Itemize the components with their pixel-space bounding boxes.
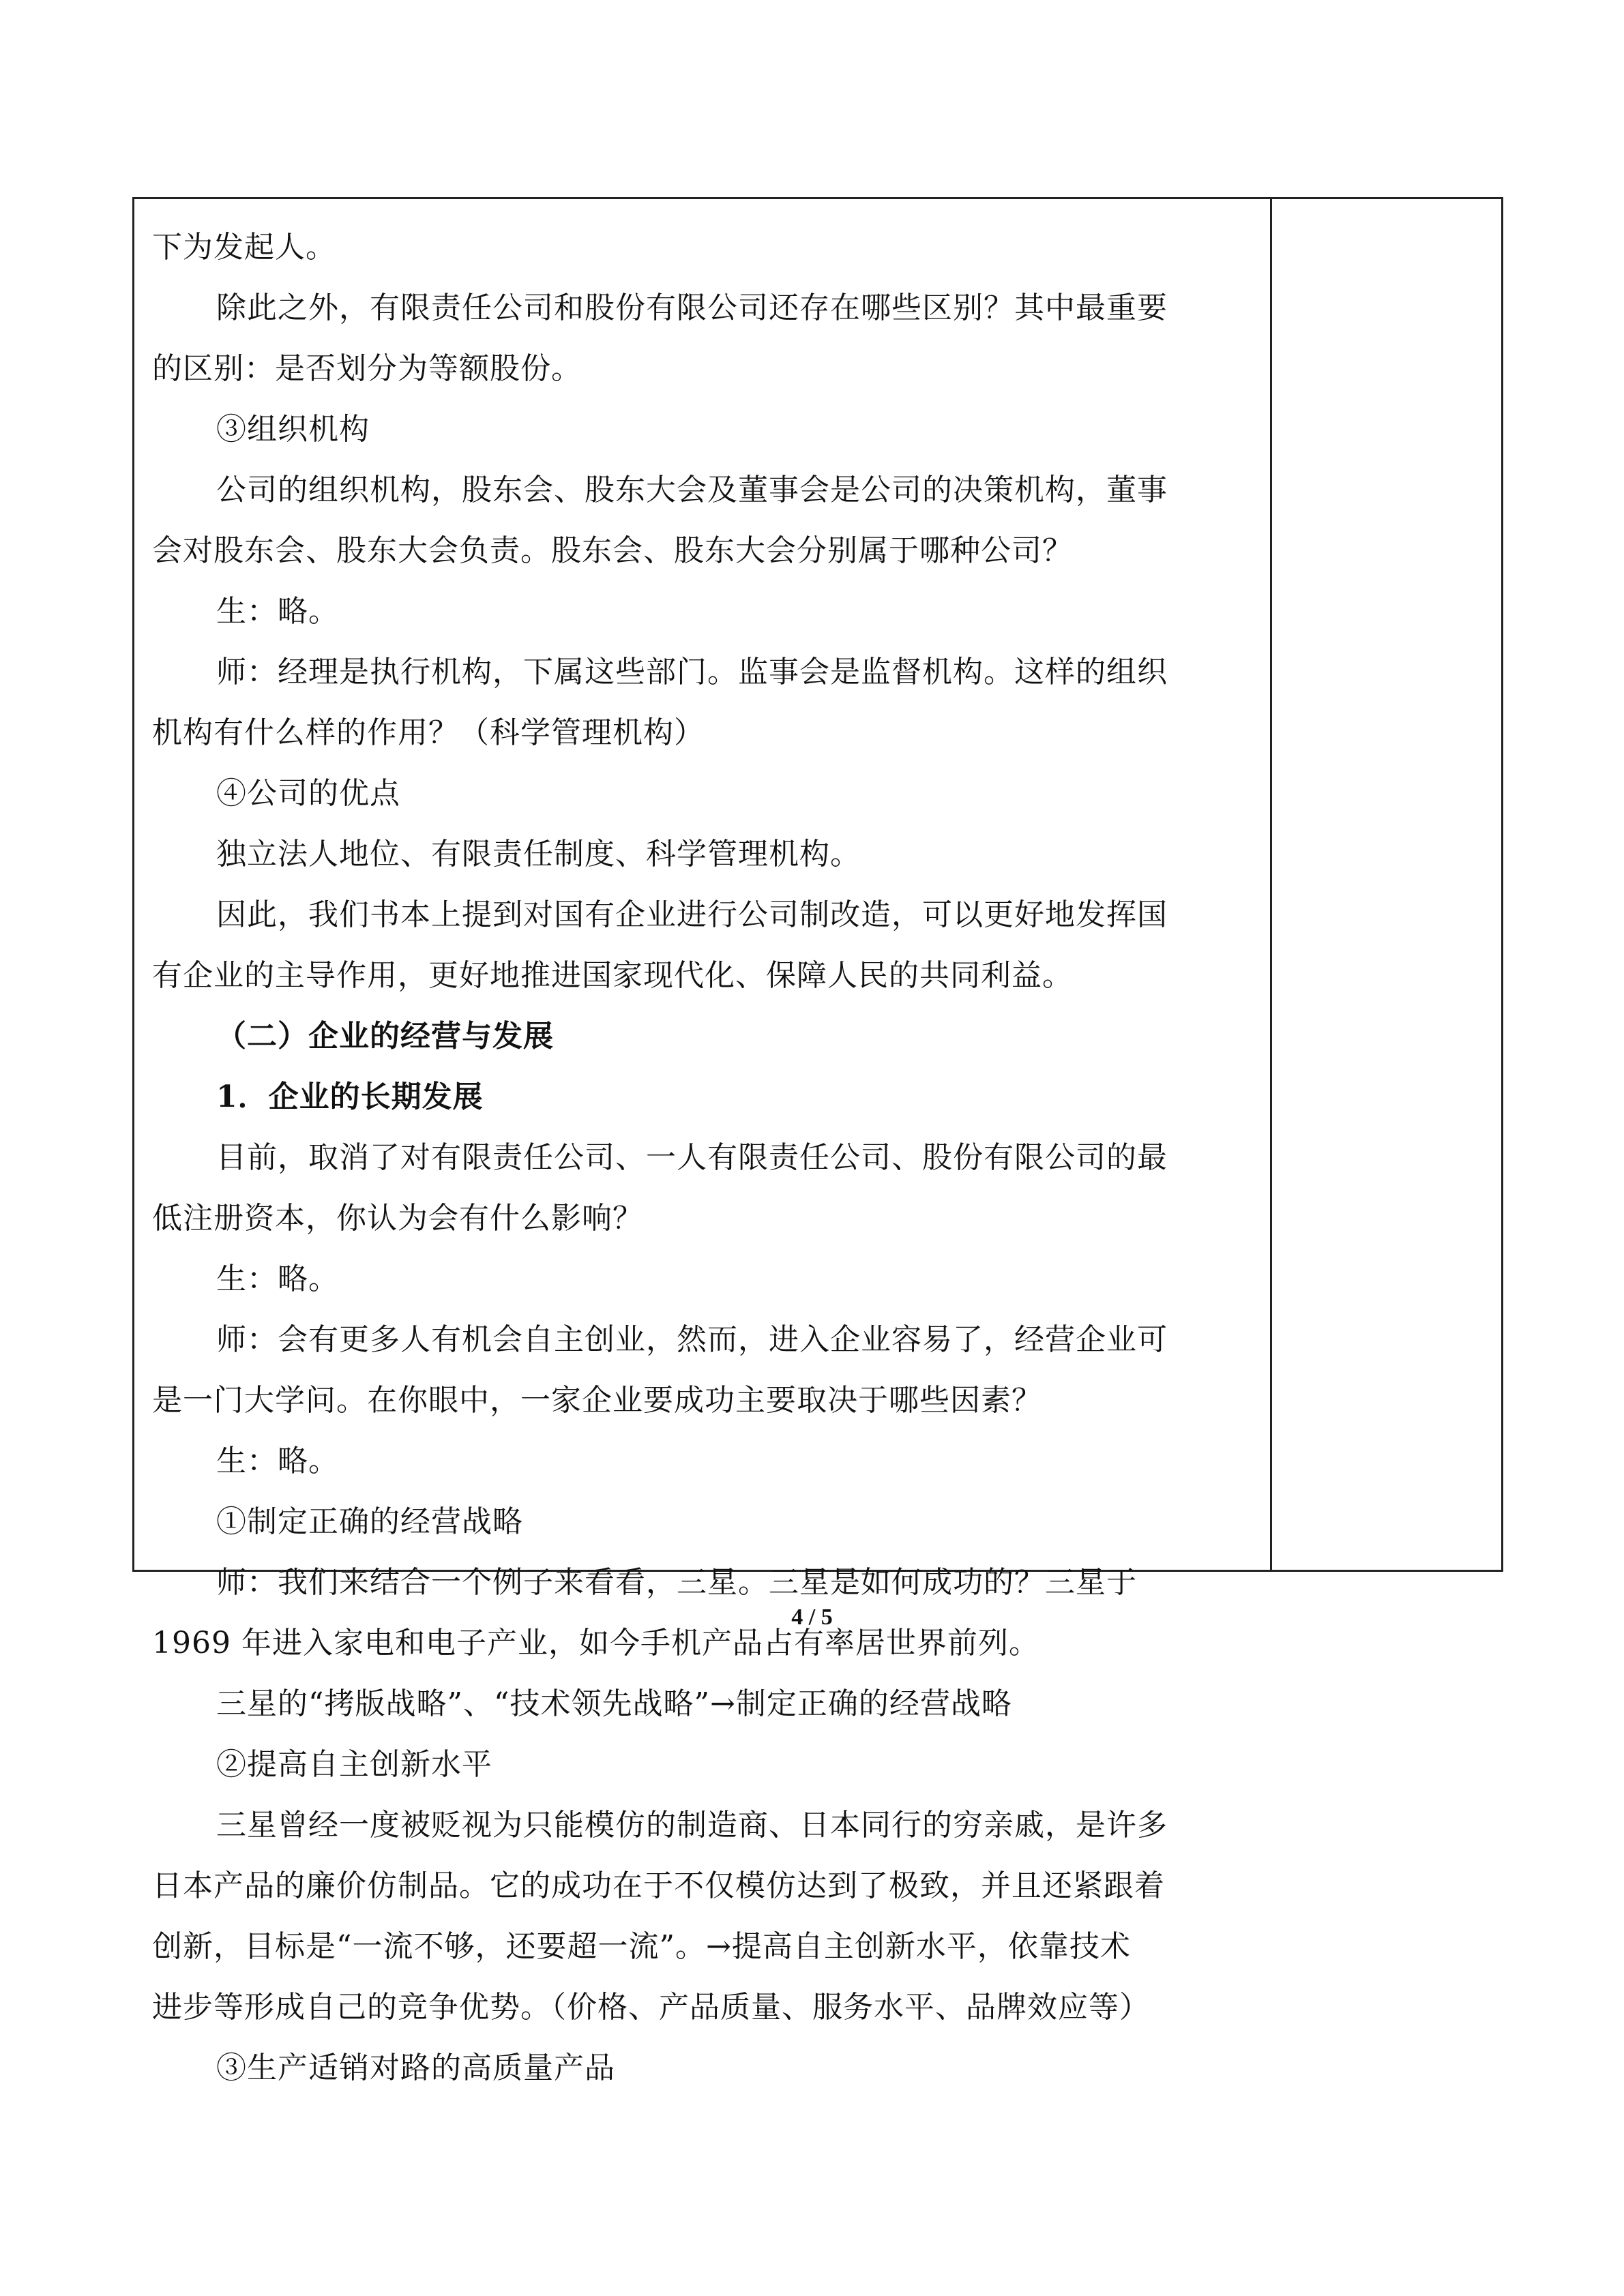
text-line: 生：略。: [216, 594, 339, 629]
text-line: ③生产适销对路的高质量产品: [216, 2051, 615, 2085]
text-line: 的区别：是否划分为等额股份。: [152, 351, 582, 386]
notes-cell: [1272, 199, 1501, 1570]
text-line: 三星曾经一度被贬视为只能模仿的制造商、日本同行的穷亲戚，是许多: [216, 1808, 1168, 1843]
section-heading: （二）企业的经营与发展: [216, 1019, 554, 1054]
text-line: 生：略。: [216, 1262, 339, 1296]
text-line: 是一门大学问。在你眼中，一家企业要成功主要取决于哪些因素？: [152, 1383, 1042, 1418]
text-line: 公司的组织机构，股东会、股东大会及董事会是公司的决策机构，董事: [216, 473, 1168, 507]
text-line: 进步等形成自己的竞争优势。（价格、产品质量、服务水平、品牌效应等）: [152, 1990, 1150, 2025]
text-line: 三星的“拷版战略”、“技术领先战略”→制定正确的经营战略: [216, 1686, 1012, 1721]
text-line: 目前，取消了对有限责任公司、一人有限责任公司、股份有限公司的最: [216, 1140, 1168, 1175]
text-line: ②提高自主创新水平: [216, 1747, 492, 1782]
text-line: 低注册资本，你认为会有什么影响？: [152, 1201, 643, 1236]
page-number: 4 / 5: [791, 1605, 833, 1630]
text-line: ③组织机构: [216, 412, 370, 447]
text-line: ①制定正确的经营战略: [216, 1504, 523, 1539]
text-line: 独立法人地位、有限责任制度、科学管理机构。: [216, 837, 861, 871]
text-line: 会对股东会、股东大会负责。股东会、股东大会分别属于哪种公司？: [152, 533, 1073, 568]
text-line: 师：我们来结合一个例子来看看，三星。三星是如何成功的？三星于: [216, 1565, 1137, 1600]
text-line: 有企业的主导作用，更好地推进国家现代化、保障人民的共同利益。: [152, 958, 1073, 993]
text-line: ④公司的优点: [216, 776, 400, 811]
text-line: 机构有什么样的作用？（科学管理机构）: [152, 715, 705, 750]
text-line: 生：略。: [216, 1444, 339, 1478]
text-line: 日本产品的廉价仿制品。它的成功在于不仅模仿达到了极致，并且还紧跟着: [152, 1868, 1165, 1903]
text-line: 除此之外，有限责任公司和股份有限公司还存在哪些区别？其中最重要: [216, 290, 1168, 325]
text-line: 下为发起人。: [152, 230, 336, 265]
text-line: 师：经理是执行机构，下属这些部门。监事会是监督机构。这样的组织: [216, 655, 1168, 689]
text-line: 师：会有更多人有机会自主创业，然而，进入企业容易了，经营企业可: [216, 1322, 1168, 1357]
section-heading: 1．企业的长期发展: [216, 1079, 484, 1114]
text-line: 因此，我们书本上提到对国有企业进行公司制改造，可以更好地发挥国: [216, 897, 1168, 932]
text-line: 1969 年进入家电和电子产业，如今手机产品占有率居世界前列。: [152, 1626, 1039, 1660]
text-line: 创新，目标是“一流不够，还要超一流”。→提高自主创新水平，依靠技术: [152, 1929, 1131, 1964]
